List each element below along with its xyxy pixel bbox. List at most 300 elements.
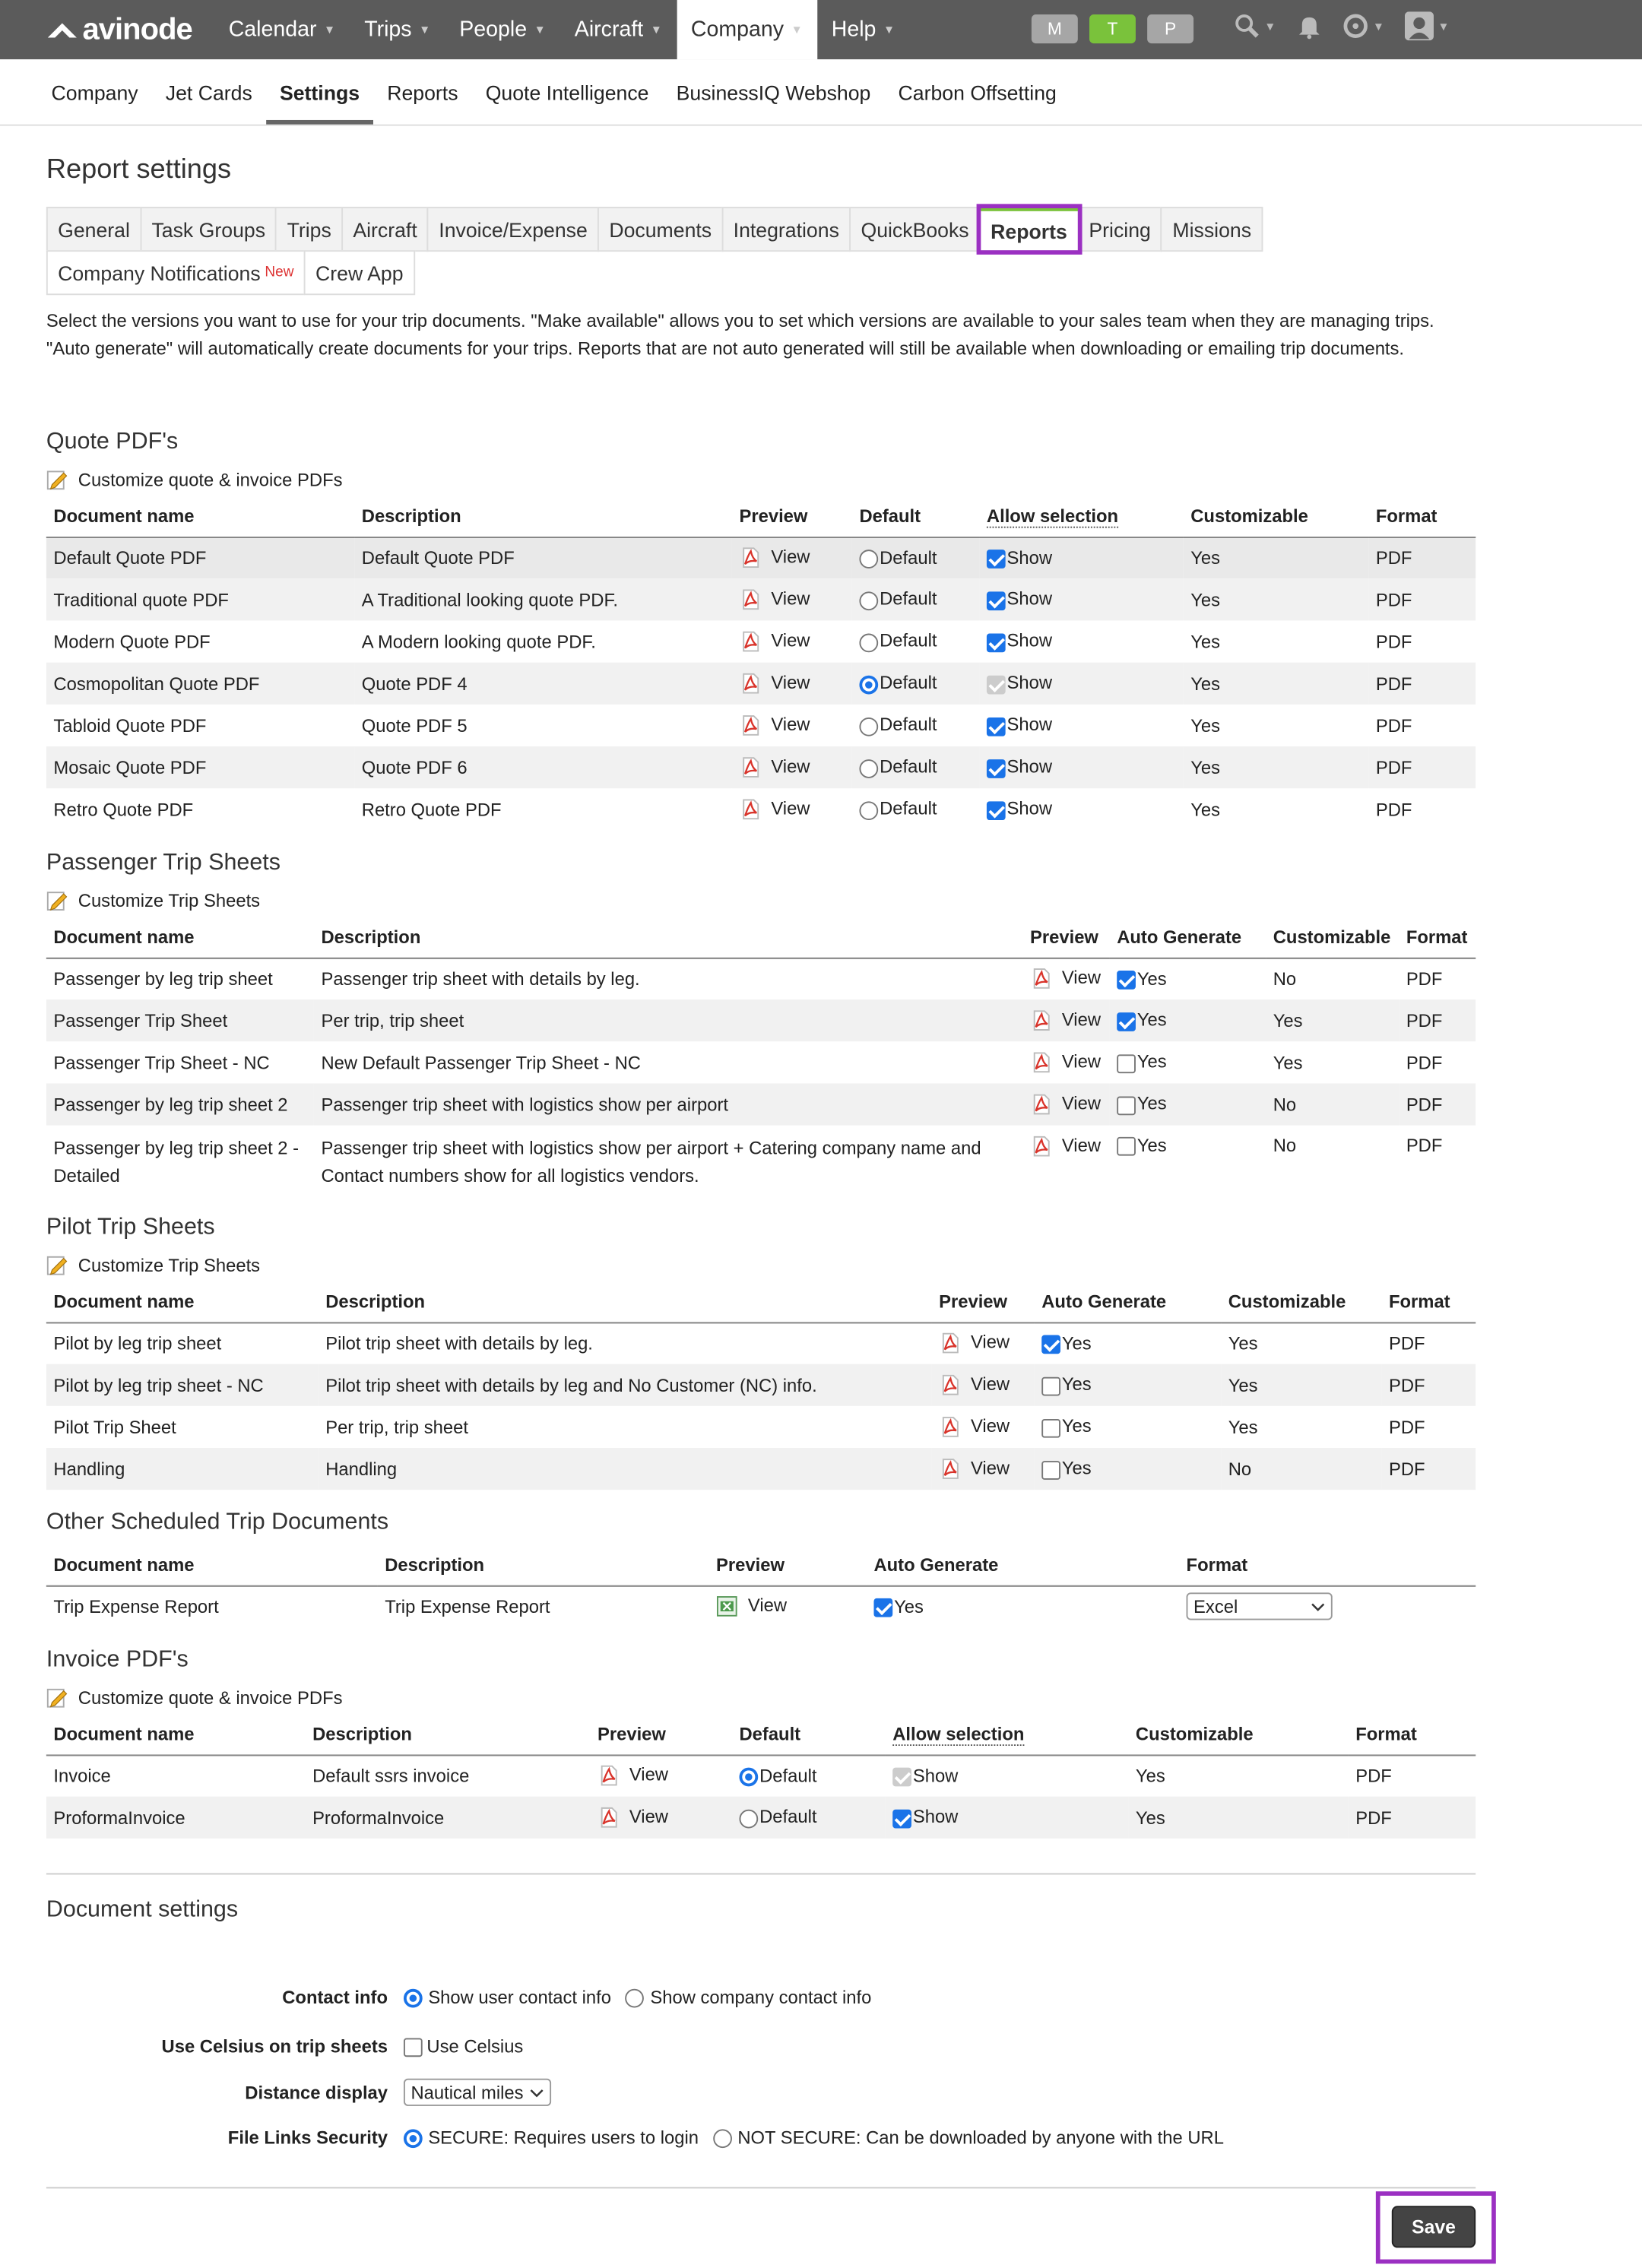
view-label: View	[747, 1595, 788, 1617]
customize-label: Customize quote & invoice PDFs	[78, 1687, 343, 1708]
subnav-jet-cards[interactable]: Jet Cards	[165, 80, 252, 104]
checkbox[interactable]	[1117, 971, 1136, 990]
doc-desc: Retro Quote PDF	[361, 799, 502, 820]
default-label: Default	[759, 1807, 817, 1828]
default-radio[interactable]	[859, 717, 878, 736]
env-t-button[interactable]: T	[1089, 14, 1136, 43]
preview-link[interactable]	[732, 705, 852, 746]
quote-pdf-table	[46, 496, 1476, 831]
tab-company-notifications[interactable]	[46, 250, 306, 295]
doc-name: Trip Expense Report	[53, 1596, 219, 1617]
pdf-icon	[939, 1416, 961, 1438]
checkbox[interactable]	[892, 1809, 911, 1828]
auto-generate-cell[interactable]	[1110, 1041, 1266, 1083]
auto-generate-cell[interactable]	[1035, 1448, 1221, 1490]
nav-label: Trips	[364, 17, 412, 43]
table-row	[46, 1322, 1476, 1364]
allow-selection-cell[interactable]	[979, 620, 1183, 662]
default-radio[interactable]	[739, 1767, 758, 1786]
format: PDF	[1368, 578, 1476, 620]
default-cell[interactable]	[852, 788, 979, 830]
env-m-button[interactable]: M	[1032, 14, 1078, 43]
preview-link[interactable]	[932, 1406, 1035, 1448]
col-header: Customizable	[1128, 1714, 1348, 1754]
tab-pricing[interactable]: Pricing	[1077, 207, 1162, 252]
caret-down-icon: ▼	[1372, 19, 1384, 33]
auto-generate-cell[interactable]	[1110, 1083, 1266, 1125]
table-row	[46, 1041, 1476, 1083]
col-header: Customizable	[1184, 496, 1369, 537]
checkbox[interactable]	[987, 633, 1006, 652]
checkbox[interactable]	[1041, 1335, 1060, 1354]
format: PDF	[1388, 1417, 1425, 1437]
option-label: SECURE: Requires users to login	[428, 2127, 699, 2149]
format: PDF	[1381, 1448, 1476, 1490]
table-row	[46, 1797, 1476, 1839]
tab-crew-app[interactable]: Crew App	[304, 250, 415, 295]
chevron-down-icon	[1311, 1602, 1325, 1611]
doc-desc: Quote PDF 4	[354, 663, 732, 705]
pdf-icon	[739, 799, 761, 821]
table-row	[46, 1448, 1476, 1490]
default-cell[interactable]	[852, 537, 979, 578]
col-header: Format	[1399, 917, 1476, 958]
customizable: Yes	[1184, 663, 1369, 705]
customize-passenger-link[interactable]	[46, 889, 1476, 911]
view-label: View	[629, 1765, 668, 1785]
auto-generate-cell[interactable]	[1035, 1364, 1221, 1406]
default-label: Default	[880, 799, 937, 819]
show-label: Show	[1006, 799, 1053, 819]
show-label: Show	[1006, 547, 1053, 569]
allow-selection-cell[interactable]	[979, 705, 1183, 746]
user-menu-button[interactable]	[1405, 11, 1450, 40]
doc-name: Pilot by leg trip sheet	[53, 1333, 222, 1354]
doc-desc: Per trip, trip sheet	[325, 1417, 468, 1437]
auto-generate-cell[interactable]	[1035, 1322, 1221, 1364]
col-header: Document name	[46, 1714, 306, 1754]
customizable: Yes	[1266, 999, 1399, 1041]
col-header-label: Allow selection	[986, 505, 1119, 527]
preview-link[interactable]	[1022, 1083, 1109, 1125]
user-avatar-icon	[1405, 11, 1434, 40]
show-label: Show	[1006, 714, 1053, 736]
doc-desc: ProformaInvoice	[306, 1797, 591, 1839]
col-header: Document name	[46, 917, 314, 958]
checkbox[interactable]	[1117, 1137, 1136, 1156]
doc-desc: Pilot trip sheet with details by leg and No Customer (NC) info.	[319, 1364, 932, 1406]
doc-name: Passenger by leg trip sheet	[53, 968, 273, 990]
nav-label: Calendar	[228, 17, 317, 43]
default-label: Default	[880, 631, 937, 652]
preview-link[interactable]	[732, 578, 852, 620]
checkbox[interactable]	[987, 717, 1006, 736]
show-label: Show	[1006, 673, 1053, 694]
nav-company[interactable]	[677, 0, 817, 59]
checkbox[interactable]	[987, 591, 1006, 610]
nav-people[interactable]	[445, 0, 560, 59]
option-label: Use Celsius	[426, 2036, 524, 2057]
tab-invoice-expense[interactable]: Invoice/Expense	[427, 207, 599, 252]
secure-links-radio[interactable]	[404, 2128, 423, 2147]
col-header-label: Allow selection	[892, 1724, 1025, 1744]
doc-name: Mosaic Quote PDF	[46, 746, 354, 788]
pencil-icon	[46, 1687, 68, 1709]
preview-link[interactable]	[932, 1322, 1035, 1364]
customizable: No	[1273, 968, 1297, 990]
col-header: Auto Generate	[867, 1545, 1179, 1585]
invoice-table	[46, 1714, 1476, 1839]
customizable: No	[1266, 1083, 1399, 1125]
doc-name: Passenger by leg trip sheet 2	[46, 1083, 314, 1125]
auto-generate-cell[interactable]	[867, 1585, 1179, 1627]
format: PDF	[1406, 1052, 1443, 1073]
show-company-contact-radio[interactable]	[626, 1988, 645, 2007]
nav-label: Company	[690, 17, 785, 43]
view-label: View	[970, 1458, 1010, 1478]
not-secure-links-radio[interactable]	[713, 2128, 732, 2147]
show-label: Show	[1006, 631, 1053, 652]
nav-help[interactable]	[817, 0, 909, 59]
view-label: View	[970, 1332, 1010, 1353]
doc-name: Passenger Trip Sheet	[46, 999, 314, 1041]
pdf-icon	[1030, 1052, 1052, 1074]
customizable: Yes	[1228, 1333, 1258, 1354]
default-radio[interactable]	[739, 1809, 758, 1828]
preview-link[interactable]	[732, 537, 852, 578]
doc-desc: Handling	[319, 1448, 932, 1490]
pilot-section-title: Pilot Trip Sheets	[46, 1215, 215, 1240]
celsius-label: Use Celsius on trip sheets	[161, 2036, 388, 2057]
allow-selection-cell[interactable]	[979, 746, 1183, 788]
brand-logo[interactable]	[0, 0, 210, 59]
col-header: Document name	[46, 1281, 319, 1322]
view-label: View	[771, 798, 810, 819]
preview-link[interactable]	[1022, 999, 1109, 1041]
auto-generate-checkbox[interactable]	[873, 1598, 892, 1617]
table-row	[46, 1364, 1476, 1406]
checkbox[interactable]	[1041, 1418, 1060, 1437]
col-header: Customizable	[1221, 1281, 1381, 1322]
subnav-quote-intelligence[interactable]: Quote Intelligence	[485, 80, 649, 104]
contact-info-label: Contact info	[282, 1987, 388, 2008]
doc-name: Retro Quote PDF	[53, 799, 194, 820]
table-row	[46, 1126, 1476, 1195]
auto-generate-cell[interactable]	[1110, 958, 1266, 999]
intro-text: Select the versions you want to use for your trip documents. "Make available" allows you to set which versions are available to your sales team when they are managing trips. "Auto generate" will automatically create documents for your trips. Reports that are not auto generated will still be available when downloading or emailing trip documents.	[46, 311, 1434, 359]
view-label: View	[771, 756, 810, 777]
page-title: Report settings	[46, 154, 232, 185]
table-row	[46, 1406, 1476, 1448]
nav-label: People	[459, 17, 528, 43]
doc-name: Passenger Trip Sheet - NC	[53, 1052, 270, 1073]
distance-row	[46, 2079, 551, 2106]
doc-name: Pilot Trip Sheet	[53, 1417, 176, 1437]
subnav-settings[interactable]: Settings	[266, 59, 373, 125]
doc-desc: Passenger trip sheet with details by leg.	[321, 968, 640, 990]
default-cell[interactable]	[852, 620, 979, 662]
doc-name: Handling	[46, 1448, 319, 1490]
tab-missions[interactable]: Missions	[1161, 207, 1263, 252]
format: PDF	[1368, 746, 1476, 788]
customizable: Yes	[1190, 799, 1221, 820]
yes-label: Yes	[894, 1596, 924, 1617]
default-label: Default	[880, 757, 937, 778]
pdf-icon	[739, 547, 761, 569]
default-radio[interactable]	[859, 675, 878, 694]
customizable: No	[1221, 1448, 1381, 1490]
col-header: Customizable	[1266, 917, 1399, 958]
caret-down-icon: ▼	[1438, 19, 1450, 33]
table-row	[46, 578, 1476, 620]
tab-aircraft[interactable]: Aircraft	[341, 207, 429, 252]
allow-selection-cell[interactable]	[979, 578, 1183, 620]
show-label: Show	[1006, 589, 1053, 610]
checkbox[interactable]	[987, 759, 1006, 778]
checkbox[interactable]	[987, 801, 1006, 820]
notifications-button[interactable]	[1296, 13, 1322, 39]
default-radio[interactable]	[859, 759, 878, 778]
preview-link[interactable]	[732, 663, 852, 705]
pencil-icon	[46, 889, 68, 911]
celsius-row	[46, 2037, 523, 2057]
subnav-reports[interactable]: Reports	[387, 80, 458, 104]
default-label: Default	[759, 1766, 817, 1786]
preview-link[interactable]	[590, 1797, 732, 1839]
new-badge: New	[265, 264, 294, 281]
use-celsius-checkbox[interactable]	[404, 2038, 423, 2057]
tab-documents[interactable]: Documents	[598, 207, 723, 252]
checkbox[interactable]	[987, 550, 1006, 569]
tab-integrations[interactable]: Integrations	[721, 207, 851, 252]
col-header: Description	[354, 496, 732, 537]
nav-aircraft[interactable]	[560, 0, 677, 59]
default-label: Default	[880, 547, 937, 569]
col-header: Preview	[732, 496, 852, 537]
format: PDF	[1368, 537, 1476, 578]
option-label: NOT SECURE: Can be downloaded by anyone with the URL	[737, 2127, 1224, 2149]
caret-down-icon: ▼	[419, 23, 431, 36]
preview-link[interactable]	[709, 1585, 867, 1627]
col-header: Default	[732, 1714, 886, 1754]
customize-label: Customize quote & invoice PDFs	[78, 469, 343, 490]
support-icon	[1342, 13, 1368, 39]
table-row	[46, 958, 1476, 999]
doc-desc: Passenger trip sheet with logistics show per airport	[314, 1083, 1023, 1125]
tab-trips[interactable]: Trips	[275, 207, 343, 252]
customize-pilot-link[interactable]	[46, 1254, 1476, 1276]
subnav-businessiq-webshop[interactable]: BusinessIQ Webshop	[676, 80, 871, 104]
nav-calendar[interactable]	[214, 0, 350, 59]
allow-selection-cell[interactable]	[886, 1754, 1129, 1796]
col-header: Document name	[46, 1545, 378, 1585]
caret-down-icon: ▼	[324, 23, 336, 36]
col-header: Preview	[932, 1281, 1035, 1322]
checkbox[interactable]	[1041, 1460, 1060, 1479]
preview-link[interactable]	[590, 1754, 732, 1796]
yes-label: Yes	[1136, 1135, 1167, 1156]
view-label: View	[771, 630, 810, 651]
pdf-icon	[1030, 1094, 1052, 1116]
format: PDF	[1399, 1083, 1476, 1125]
default-cell[interactable]	[852, 578, 979, 620]
pdf-icon	[739, 714, 761, 736]
preview-link[interactable]	[1022, 1126, 1109, 1195]
support-button[interactable]	[1342, 13, 1384, 39]
show-label: Show	[1006, 757, 1053, 778]
col-header: Preview	[590, 1714, 732, 1754]
default-cell[interactable]	[852, 663, 979, 705]
view-label: View	[771, 588, 810, 609]
view-label: View	[970, 1373, 1010, 1395]
table-row	[46, 1585, 1476, 1627]
yes-label: Yes	[1061, 1416, 1092, 1437]
checkbox[interactable]	[892, 1767, 911, 1786]
doc-name: Passenger by leg trip sheet 2 - Detailed	[53, 1138, 300, 1186]
tab-reports[interactable]: Reports	[979, 207, 1079, 252]
default-cell[interactable]	[732, 1797, 886, 1839]
pdf-icon	[739, 589, 761, 611]
table-row	[46, 1754, 1476, 1796]
preview-link[interactable]	[1022, 1041, 1109, 1083]
format: PDF	[1368, 663, 1476, 705]
preview-link[interactable]	[732, 620, 852, 662]
default-radio[interactable]	[859, 550, 878, 569]
tab-label: Company Notifications	[58, 261, 261, 284]
file-links-label: File Links Security	[227, 2127, 388, 2149]
doc-name: Cosmopolitan Quote PDF	[46, 663, 354, 705]
preview-link[interactable]	[932, 1364, 1035, 1406]
customize-invoice-link[interactable]	[46, 1687, 1476, 1709]
auto-generate-cell[interactable]	[1035, 1406, 1221, 1448]
view-label: View	[1061, 1093, 1102, 1114]
col-header: Preview	[709, 1545, 867, 1585]
top-navbar	[0, 0, 1642, 59]
pilot-table	[46, 1281, 1476, 1490]
col-header: Default	[852, 496, 979, 537]
allow-selection-cell[interactable]	[886, 1797, 1129, 1839]
pdf-icon	[1030, 968, 1052, 990]
customizable: Yes	[1135, 1766, 1165, 1786]
checkbox[interactable]	[987, 675, 1006, 694]
col-header: Description	[378, 1545, 709, 1585]
company-subnav	[0, 59, 1642, 126]
format: PDF	[1381, 1364, 1476, 1406]
doc-desc: Default Quote PDF	[354, 537, 732, 578]
col-header	[979, 496, 1183, 537]
env-p-button[interactable]: P	[1147, 14, 1193, 43]
default-cell[interactable]	[732, 1754, 886, 1796]
col-header: Format	[1349, 1714, 1476, 1754]
file-links-row	[46, 2127, 1224, 2148]
default-radio[interactable]	[859, 591, 878, 610]
col-header: Description	[306, 1714, 591, 1754]
tab-quickbooks[interactable]: QuickBooks	[849, 207, 981, 252]
pdf-icon	[598, 1807, 620, 1829]
other-table	[46, 1545, 1476, 1627]
doc-desc: Quote PDF 5	[361, 715, 468, 736]
nav-trips[interactable]	[350, 0, 445, 59]
nav-label: Aircraft	[574, 17, 644, 43]
preview-link[interactable]	[732, 788, 852, 830]
avinode-logo-icon	[46, 20, 78, 40]
auto-generate-cell[interactable]	[1110, 1126, 1266, 1195]
doc-desc: New Default Passenger Trip Sheet - NC	[321, 1052, 641, 1073]
doc-name: Invoice	[53, 1766, 111, 1786]
auto-generate-cell[interactable]	[1110, 999, 1266, 1041]
customizable: Yes	[1184, 537, 1369, 578]
col-header: Preview	[1022, 917, 1109, 958]
table-row	[46, 746, 1476, 788]
default-label: Default	[880, 589, 937, 610]
show-user-contact-radio[interactable]	[404, 1988, 423, 2007]
brand-name: avinode	[82, 12, 192, 46]
format: PDF	[1375, 715, 1412, 736]
format: PDF	[1375, 631, 1412, 652]
view-label: View	[771, 672, 810, 693]
distance-select[interactable]	[404, 2079, 551, 2106]
checkbox[interactable]	[1117, 1012, 1136, 1031]
allow-selection-cell[interactable]	[979, 537, 1183, 578]
allow-selection-cell[interactable]	[979, 663, 1183, 705]
format: PDF	[1388, 1333, 1425, 1354]
default-radio[interactable]	[859, 633, 878, 652]
default-cell[interactable]	[852, 746, 979, 788]
subnav-company[interactable]: Company	[51, 80, 138, 104]
customize-quote-link[interactable]	[46, 469, 1476, 491]
search-button[interactable]	[1234, 13, 1276, 39]
save-button[interactable]: Save	[1392, 2206, 1476, 2247]
search-icon	[1234, 13, 1260, 39]
preview-link[interactable]	[932, 1448, 1035, 1490]
col-header: Format	[1179, 1545, 1476, 1585]
doc-desc: Passenger trip sheet with logistics show per airport + Catering company name and Contact numbers show for all logistics vendors.	[321, 1138, 981, 1186]
distance-label: Distance display	[245, 2082, 388, 2103]
col-header	[886, 1714, 1129, 1754]
allow-selection-cell[interactable]	[979, 788, 1183, 830]
checkbox[interactable]	[1041, 1376, 1060, 1395]
preview-link[interactable]	[1022, 958, 1109, 999]
format: PDF	[1375, 799, 1412, 820]
doc-desc: Quote PDF 6	[354, 746, 732, 788]
contact-info-row	[46, 1988, 871, 2008]
distance-value: Nautical miles	[410, 2082, 524, 2103]
default-radio[interactable]	[859, 801, 878, 820]
format: PDF	[1406, 1135, 1443, 1156]
caret-down-icon: ▼	[791, 23, 803, 36]
checkbox[interactable]	[1117, 1054, 1136, 1073]
tab-general[interactable]: General	[46, 207, 141, 252]
pdf-icon	[598, 1765, 620, 1787]
customizable: Yes	[1228, 1417, 1258, 1437]
subnav-carbon-offsetting[interactable]: Carbon Offsetting	[898, 80, 1057, 104]
pdf-icon	[939, 1374, 961, 1396]
pdf-icon	[739, 631, 761, 653]
preview-link[interactable]	[732, 746, 852, 788]
tab-task-groups[interactable]: Task Groups	[140, 207, 277, 252]
checkbox[interactable]	[1117, 1096, 1136, 1115]
passenger-table	[46, 917, 1476, 1195]
format-select[interactable]	[1187, 1593, 1333, 1620]
pdf-icon	[739, 673, 761, 695]
customizable: Yes	[1128, 1797, 1348, 1839]
doc-name: ProformaInvoice	[46, 1797, 306, 1839]
format-value: Excel	[1193, 1596, 1238, 1617]
default-cell[interactable]	[852, 705, 979, 746]
view-label: View	[1061, 1009, 1102, 1030]
divider	[46, 2187, 1476, 2188]
yes-label: Yes	[1136, 1094, 1167, 1115]
